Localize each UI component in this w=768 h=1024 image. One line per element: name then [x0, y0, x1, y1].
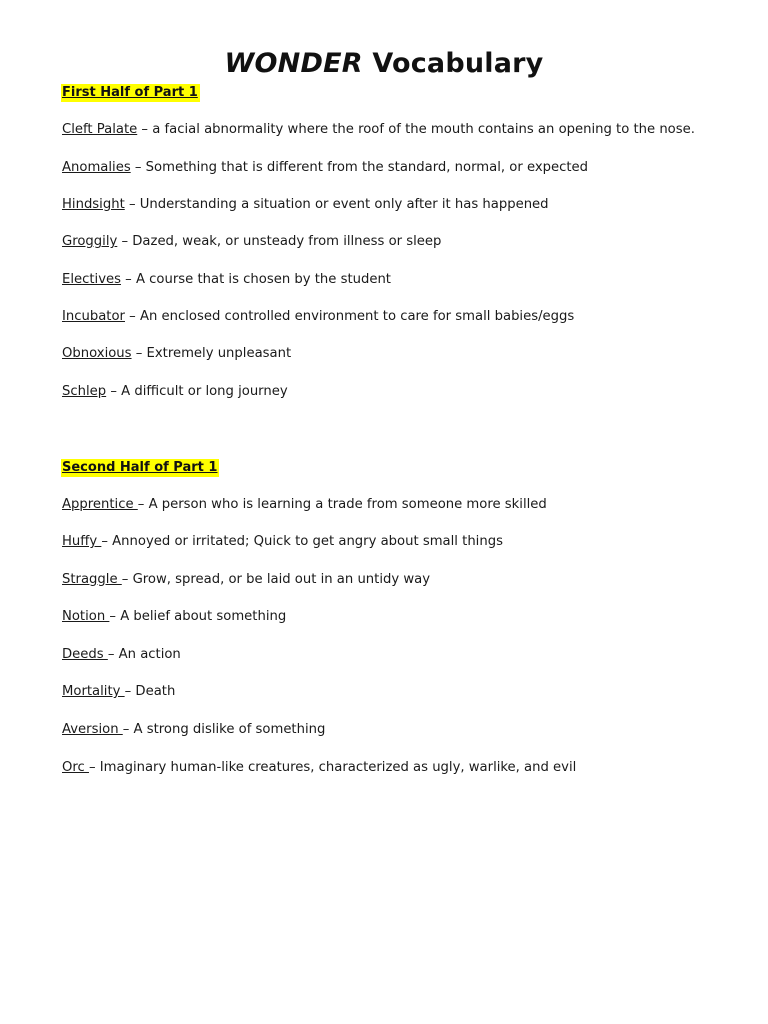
vocab-separator: –: [130, 160, 146, 175]
vocab-entry: [62, 308, 728, 326]
vocab-separator: –: [124, 197, 140, 212]
vocab-separator: –: [107, 647, 119, 662]
vocab-definition: Something that is different from the standard, normal, or expected: [145, 160, 589, 175]
vocab-separator: –: [124, 309, 140, 324]
vocab-separator: –: [121, 572, 133, 587]
vocab-term: Anomalies: [62, 160, 131, 175]
vocab-term: Orc: [62, 760, 89, 775]
vocab-term: Incubator: [62, 309, 125, 324]
vocab-term: Huffy: [62, 534, 102, 549]
vocab-separator: –: [131, 346, 147, 361]
vocab-definition: Understanding a situation or event only after it has happened: [139, 197, 549, 212]
vocab-definition: An enclosed controlled environment to care for small babies/eggs: [139, 309, 575, 324]
vocab-entry: [62, 683, 728, 701]
vocab-entry: [62, 271, 728, 289]
vocab-definition: Annoyed or irritated; Quick to get angry about small things: [112, 534, 503, 549]
vocab-separator: –: [106, 384, 122, 399]
vocab-definition: Death: [135, 684, 176, 699]
vocab-separator: –: [137, 497, 149, 512]
vocab-separator: –: [124, 684, 136, 699]
vocab-entry: [62, 159, 728, 177]
vocab-definition: a facial abnormality where the roof of the mouth contains an opening to the nose.: [152, 122, 695, 137]
vocab-term: Groggily: [62, 234, 118, 249]
vocab-definition: A person who is learning a trade from someone more skilled: [148, 497, 547, 512]
vocab-term: Cleft Palate: [62, 122, 138, 137]
vocab-entry: [62, 383, 728, 401]
vocab-definition: A belief about something: [120, 609, 287, 624]
vocab-entry: [62, 759, 728, 777]
vocab-entry: [62, 345, 728, 363]
vocab-entry: [62, 496, 728, 514]
vocab-definition: A strong dislike of something: [133, 722, 326, 737]
page-title: [0, 48, 768, 79]
vocab-definition: Imaginary human-like creatures, characterized as ugly, warlike, and evil: [99, 760, 577, 775]
vocab-term: Straggle: [62, 572, 122, 587]
section-heading-second-half: Second Half of Part 1: [62, 460, 218, 475]
vocab-definition: A difficult or long journey: [121, 384, 288, 399]
vocab-term: Apprentice: [62, 497, 138, 512]
vocab-separator: –: [120, 272, 136, 287]
vocab-entry: [62, 571, 728, 589]
vocab-entry: [62, 646, 728, 664]
vocab-entry: [62, 608, 728, 626]
title-wonder: WONDER: [224, 48, 363, 79]
vocab-definition: Grow, spread, or be laid out in an untidy way: [132, 572, 431, 587]
vocab-entry: [62, 721, 728, 739]
vocab-term: Deeds: [62, 647, 108, 662]
vocab-definition: Extremely unpleasant: [146, 346, 292, 361]
vocab-entry: [62, 121, 728, 139]
vocab-separator: –: [117, 234, 133, 249]
vocab-term: Aversion: [62, 722, 123, 737]
vocab-term: Notion: [62, 609, 110, 624]
vocab-definition: An action: [118, 647, 181, 662]
section-heading-first-half: First Half of Part 1: [62, 85, 198, 100]
vocab-entry: [62, 196, 728, 214]
vocab-entry: [62, 533, 728, 551]
vocab-separator: –: [88, 760, 100, 775]
vocab-separator: –: [101, 534, 113, 549]
vocab-separator: –: [137, 122, 153, 137]
vocab-separator: –: [109, 609, 121, 624]
title-vocabulary: Vocabulary: [372, 48, 544, 79]
vocab-term: Schlep: [62, 384, 107, 399]
vocab-term: Electives: [62, 272, 121, 287]
vocab-separator: –: [122, 722, 134, 737]
vocab-definition: A course that is chosen by the student: [135, 272, 391, 287]
vocab-entry: [62, 233, 728, 251]
vocab-term: Obnoxious: [62, 346, 132, 361]
vocab-term: Hindsight: [62, 197, 125, 212]
vocab-definition: Dazed, weak, or unsteady from illness or sleep: [132, 234, 442, 249]
vocab-term: Mortality: [62, 684, 125, 699]
